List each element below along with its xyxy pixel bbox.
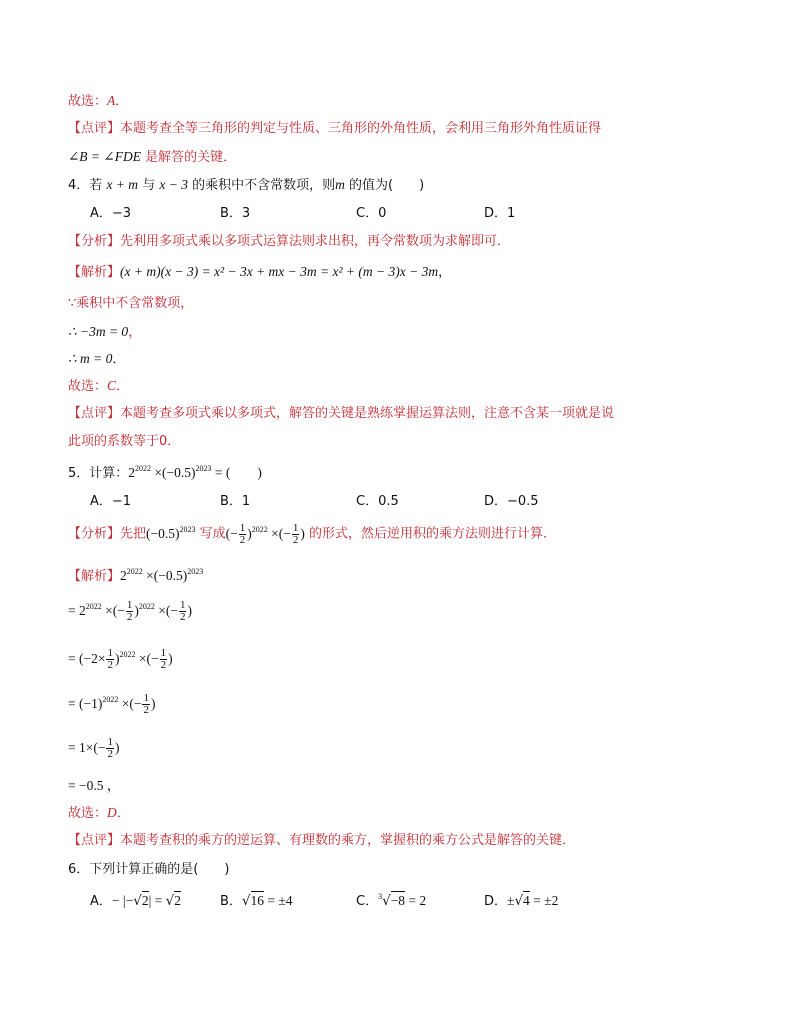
q3-comment-tail: 是解答的关键． — [145, 150, 237, 165]
q4-therefore-2-math: ∴ m = 0 — [68, 351, 113, 366]
q5-solution-step-2: = (−2× $\frac{1}{2}$ )$^{2022}$ ×(− $\frac{1}{2}$ ) — [68, 647, 173, 671]
q4-therefore-1-end: ， — [128, 325, 142, 340]
q4-comment — [68, 405, 614, 423]
q6-option-d: D．±√4 = ±2 — [484, 893, 559, 909]
q4-comment-2: 此项的系数等于0． — [68, 434, 181, 449]
q5-solution-result — [68, 777, 120, 796]
q4-solution-end: ， — [438, 265, 452, 280]
q4-analysis — [68, 233, 510, 251]
q3-choice-letter: A — [107, 93, 116, 108]
q5-analysis-expr-2: (− $\frac{1}{2}$ )$^{2022}$ ×(− $\frac{1}{2}$ ) — [225, 522, 305, 546]
q5-solution-step-3: = $(-1)^{2022}$ ×(− $\frac{1}{2}$ ) — [68, 692, 156, 716]
q4-comment-tag: 【点评】 — [68, 406, 121, 421]
q4-therefore-1-math: ∴ −3m = 0 — [68, 324, 129, 339]
q4-option-a: A．−3 — [90, 206, 132, 221]
q3-comment-math: ∠B = ∠FDE — [68, 149, 141, 164]
q5-comment-tag: 【点评】 — [68, 833, 121, 848]
q3-comment-line — [68, 120, 601, 138]
q5-choice-letter: D — [107, 805, 117, 820]
q4-stem — [68, 176, 424, 195]
q6-option-c-label: C． — [356, 894, 379, 909]
q5-number: 5． — [68, 466, 90, 481]
q4-stem-end: 的值为( ) — [349, 178, 425, 193]
q4-stem-pre: 若 — [89, 178, 103, 193]
q6-option-a: A．− |−√2| = √2 — [90, 893, 182, 909]
q5-result: = −0.5 ， — [68, 778, 121, 793]
q4-solution — [68, 263, 451, 282]
q5-analysis-mid: 写成 — [199, 526, 226, 542]
q4-therefore-1 — [68, 323, 141, 342]
q4-stem-math-2: x − 3 — [159, 177, 188, 192]
q5-option-d: D．−0.5 — [484, 494, 539, 509]
q4-analysis-tag: 【分析】 — [68, 234, 121, 249]
q4-solution-math: (x + m)(x − 3) = x² − 3x + mx − 3m = x² + (m − 3)x − 3m — [120, 264, 439, 279]
q6-option-b: B．√16 = ±4 — [220, 893, 293, 909]
q4-comment-text: 本题考查多项式乘以多项式，解答的关键是熟练掌握运算法则，注意不含某一项就是说 — [120, 406, 615, 421]
q5-choice-label: 故选： — [68, 806, 108, 821]
q5-stem-expr: $2^{2022} \times(-0.5)^{2023}$ — [128, 464, 212, 480]
q5-analysis-post: 的形式，然后逆用积的乘方法则进行计算． — [309, 526, 557, 542]
q6-option-a-label: A． — [90, 894, 112, 909]
q4-stem-math-1: x + m — [106, 177, 139, 192]
q4-choice-letter: C — [107, 378, 117, 393]
q6-option-c: C．$^3$√−8 = 2 — [356, 892, 427, 909]
q5-solution-step-1: = $2^{2022}$ ×(− $\frac{1}{2}$ )$^{2022}$ ×(− $\frac{1}{2}$ ) — [68, 599, 192, 623]
q5-analysis-expr-1: $(-0.5)^{2023}$ — [146, 524, 196, 541]
q6-option-b-label: B． — [220, 894, 242, 909]
q4-option-c: C．0 — [356, 206, 387, 221]
q6-option-d-label: D． — [484, 894, 508, 909]
q5-solution-step-4: = 1×(− $\frac{1}{2}$ ) — [68, 736, 120, 760]
q4-number: 4． — [68, 178, 90, 193]
q5-solution-step-0: $2^{2022} \times(-0.5)^{2023}$ — [120, 567, 204, 583]
q3-comment-line-2 — [68, 148, 236, 167]
q5-analysis-tag: 【分析】 — [68, 526, 121, 542]
q4-stem-post: 的乘积中不含常数项，则 — [192, 178, 336, 193]
q5-stem-label: 计算： — [89, 466, 129, 481]
q5-option-a: A．−1 — [90, 494, 132, 509]
q4-option-d: D．1 — [484, 206, 516, 221]
q5-solution — [68, 567, 203, 586]
q4-choice-label: 故选： — [68, 379, 108, 394]
q4-stem-mid: 与 — [142, 178, 156, 193]
q6-stem — [68, 861, 229, 879]
q5-choice-line: 故选：D． — [68, 805, 130, 821]
q4-choice-line: 故选：C． — [68, 378, 130, 394]
q4-analysis-text: 先利用多项式乘以多项式运算法则求出积，再令常数项为求解即可． — [120, 234, 511, 249]
q4-solution-tag: 【解析】 — [68, 265, 121, 280]
q5-solution-tag: 【解析】 — [68, 569, 121, 584]
q4-stem-math-3: m — [335, 177, 345, 192]
q5-option-c: C．0.5 — [356, 494, 399, 509]
q4-option-b: B．3 — [220, 206, 251, 221]
q5-analysis — [68, 523, 556, 546]
q6-stem-text: 下列计算正确的是( ) — [89, 862, 230, 877]
q3-choice-line: 故选：A． — [68, 93, 129, 109]
q5-stem — [68, 464, 262, 483]
q4-therefore-2-end: ． — [112, 352, 126, 367]
q5-stem-end: = ( ) — [211, 465, 262, 480]
q4-because-line: ∵乘积中不含常数项， — [68, 296, 194, 311]
q5-option-b: B．1 — [220, 494, 251, 509]
q3-choice-label: 故选： — [68, 94, 108, 109]
q3-comment-tag: 【点评】 — [68, 121, 121, 136]
q5-comment — [68, 832, 575, 850]
q4-therefore-2 — [68, 350, 125, 369]
q5-analysis-pre: 先把 — [120, 526, 147, 542]
q3-comment-text: 本题考查全等三角形的判定与性质、三角形的外角性质，会利用三角形外角性质证得 — [120, 121, 602, 136]
q6-number: 6． — [68, 862, 90, 877]
q5-comment-text: 本题考查积的乘方的逆运算、有理数的乘方，掌握积的乘方公式是解答的关键． — [120, 833, 576, 848]
